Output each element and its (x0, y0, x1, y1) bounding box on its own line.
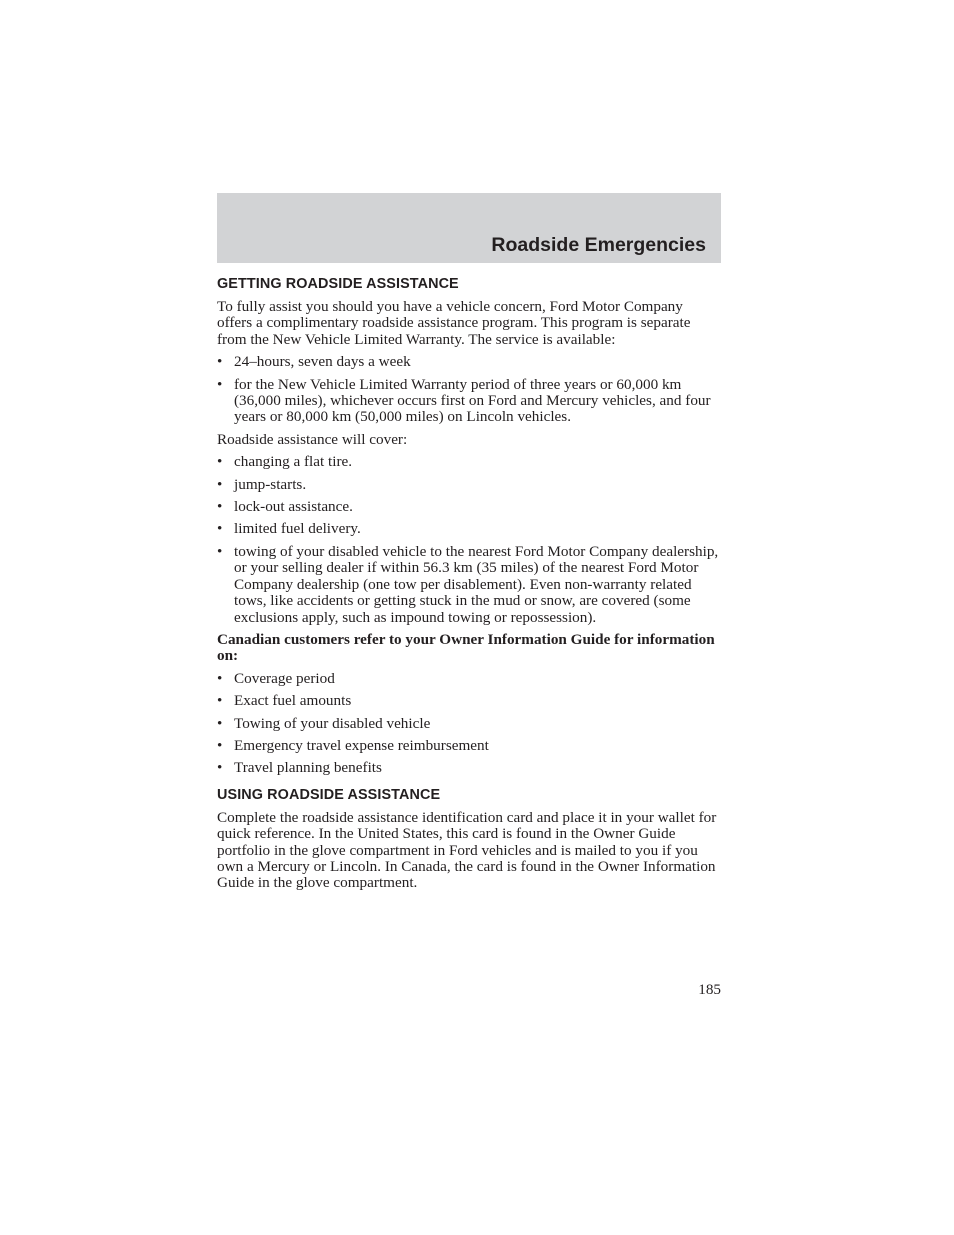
coverage-list (217, 454, 721, 626)
list-item: • changing a flat tire. (217, 453, 353, 471)
coverage-intro: Roadside assistance will cover: (217, 430, 408, 448)
bullet-icon: • (217, 669, 223, 687)
list-item: • for the New Vehicle Limited Warranty period of three years or 60,000 km (36,000 miles), whichever occurs first on Ford and Mercury vehicles, and four years or 80,000 km (50,000 miles) on Lincoln vehicles. (217, 375, 711, 426)
section-heading-using-assistance: USING ROADSIDE ASSISTANCE (217, 786, 441, 803)
bullet-icon: • (217, 542, 223, 560)
bullet-icon: • (217, 475, 223, 493)
bullet-icon: • (217, 353, 223, 371)
using-assistance-paragraph: Complete the roadside assistance identification card and place it in your wallet for quick reference. In the United States, this card is found in the Owner Guide portfolio in the glove compartment in Ford vehicles and is mailed to you if you own a Mercury or Lincoln. In Canada, the card is found in the Owner Information Guide in the glove compartment. (217, 808, 717, 892)
bullet-icon: • (217, 736, 223, 754)
list-item: • towing of your disabled vehicle to the nearest Ford Motor Company dealership, or your selling dealer if within 56.3 km (35 miles) of the nearest Ford Motor Company dealership (one tow per disablement). Even non-warranty related tows, like accidents or getting stuck in the mud or snow, are covered (some exclusions apply, such as impound towing or repossession). (217, 542, 719, 626)
list-item: • Towing of your disabled vehicle (217, 714, 431, 732)
page-content (217, 276, 721, 898)
section-heading-getting-assistance: GETTING ROADSIDE ASSISTANCE (217, 276, 459, 292)
bullet-icon: • (217, 692, 223, 710)
bullet-icon: • (217, 453, 223, 471)
list-item: • Coverage period (217, 669, 335, 687)
list-item: • lock-out assistance. (217, 498, 353, 516)
list-item: • jump-starts. (217, 475, 307, 493)
list-item: • Emergency travel expense reimbursement (217, 736, 489, 754)
chapter-header-band (217, 193, 721, 263)
bullet-icon: • (217, 520, 223, 538)
list-item: • Travel planning benefits (217, 759, 382, 777)
list-item: • limited fuel delivery. (217, 520, 361, 538)
list-item: • 24–hours, seven days a week (217, 353, 411, 371)
list-item: • Exact fuel amounts (217, 692, 352, 710)
intro-paragraph: To fully assist you should you have a vehicle concern, Ford Motor Company offers a complimentary roadside assistance program. This program is separate from the New Vehicle Limited Warranty. The service is available: (217, 298, 691, 348)
canadian-customers-note: Canadian customers refer to your Owner Information Guide for information on: (217, 630, 715, 665)
chapter-title: Roadside Emergencies (491, 234, 706, 256)
bullet-icon: • (217, 498, 223, 516)
bullet-icon: • (217, 714, 223, 732)
canadian-info-list (217, 671, 721, 777)
bullet-icon: • (217, 375, 223, 393)
bullet-icon: • (217, 759, 223, 777)
availability-list (217, 354, 721, 426)
page-number: 185 (698, 981, 721, 998)
